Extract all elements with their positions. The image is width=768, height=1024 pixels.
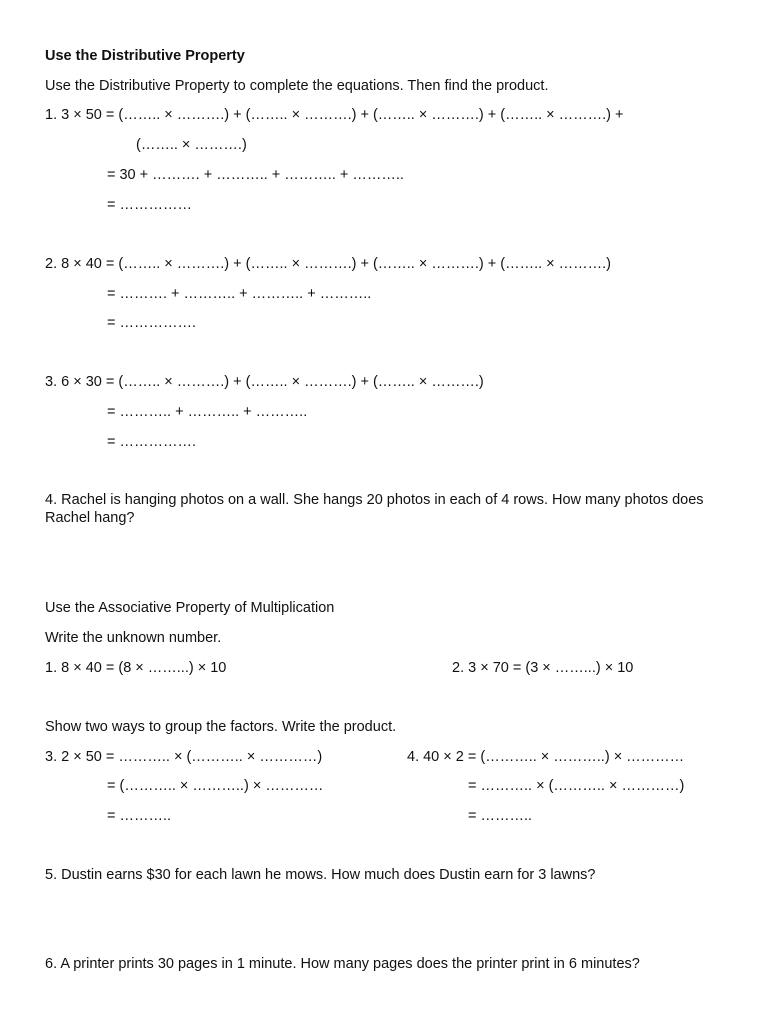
q1-line2: (…….. × ……….) (136, 137, 247, 153)
assoc-q2: 2. 3 × 70 = (3 × ……...) × 10 (452, 660, 634, 676)
assoc-q4-line2: = ……….. × (……….. × …………) (468, 778, 685, 794)
assoc-q3-line2: = (……….. × ………..) × ………… (107, 778, 324, 794)
q2-line2: = ………. + ……….. + ……….. + ……….. (107, 286, 372, 302)
assoc-q4-line1: 4. 40 × 2 = (……….. × ………..) × ………… (407, 749, 685, 765)
q1-line4: = …………… (107, 197, 192, 213)
q2-line3: = ……………. (107, 315, 197, 331)
assoc-q3-line3: = ……….. (107, 808, 172, 824)
assoc-q6-word-problem: 6. A printer prints 30 pages in 1 minute. How many pages does the printer print in 6 minutes? (45, 956, 640, 972)
instruction-distributive: Use the Distributive Property to complete the equations. Then find the product. (45, 78, 549, 94)
q3-line3: = ……………. (107, 434, 197, 450)
assoc-q5-word-problem: 5. Dustin earns $30 for each lawn he mows. How much does Dustin earn for 3 lawns? (45, 867, 596, 883)
q1-line1: 1. 3 × 50 = (…….. × ……….) + (…….. × ……….) + (…….. × ……….) + (…….. × ……….) + (45, 107, 624, 123)
instruction-group-factors: Show two ways to group the factors. Write the product. (45, 719, 397, 735)
assoc-q1: 1. 8 × 40 = (8 × ……...) × 10 (45, 660, 227, 676)
section-title-associative: Use the Associative Property of Multiplication (45, 600, 335, 616)
assoc-q3-line1: 3. 2 × 50 = ……….. × (……….. × …………) (45, 749, 323, 765)
q2-line1: 2. 8 × 40 = (…….. × ……….) + (…….. × ……….) + (…….. × ……….) + (…….. × ……….) (45, 256, 612, 272)
section-title-distributive: Use the Distributive Property (45, 48, 245, 64)
q4-word-problem: 4. Rachel is hanging photos on a wall. She hangs 20 photos in each of 4 rows. How many photos does Rachel hang? (45, 492, 704, 526)
q3-line2: = ……….. + ……….. + ……….. (107, 404, 308, 420)
instruction-unknown-number: Write the unknown number. (45, 630, 222, 646)
q3-line1: 3. 6 × 30 = (…….. × ……….) + (…….. × ……….) + (…….. × ……….) (45, 374, 484, 390)
q1-line3: = 30 + ………. + ……….. + ……….. + ……….. (107, 167, 404, 183)
assoc-q4-line3: = ……….. (468, 808, 533, 824)
